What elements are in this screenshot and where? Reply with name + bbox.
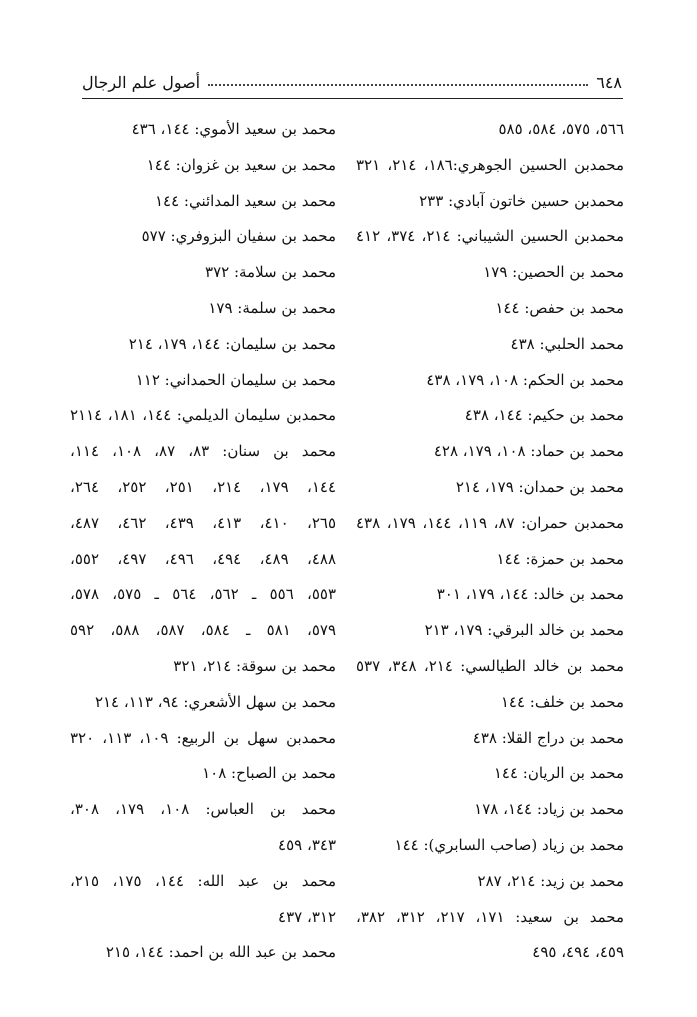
index-entry: محمد بن الريان: ١٤٤	[493, 764, 624, 783]
index-entry: محمدبن الحسين الجوهري:١٨٦، ٢١٤، ٣٢١	[356, 155, 624, 174]
index-entry: محمد بن حكيم: ١٤٤، ٤٣٨	[464, 406, 624, 425]
index-entry: محمدبن حسين خاتون آبادي: ٢٣٣	[419, 191, 624, 210]
index-entry: ٢٦٥، ٤١٠، ٤١٣، ٤٣٩، ٤٦٢، ٤٨٧،	[70, 513, 336, 532]
index-entry: ٣٤٣، ٤٥٩	[278, 835, 336, 854]
index-entry: محمد بن الحصين: ١٧٩	[483, 263, 624, 282]
index-entry: محمد بن العباس: ١٠٨، ١٧٩، ٣٠٨،	[70, 800, 336, 819]
dot-leader	[208, 83, 588, 86]
index-entry: محمد بن حفص: ١٤٤	[495, 298, 624, 317]
book-title: أصول علم الرجال	[82, 73, 201, 92]
index-entry: ٣١٢، ٤٣٧	[278, 907, 336, 926]
index-entry: محمد بن عبد الله: ١٤٤، ١٧٥، ٢١٥،	[70, 871, 336, 890]
index-entry: ٥٦٦، ٥٧٥، ٥٨٤، ٥٨٥	[498, 120, 624, 138]
index-entry: محمد بن خالد الطيالسي: ٢١٤، ٣٤٨، ٥٣٧	[356, 656, 624, 675]
index-entry: محمد بن حمدان: ١٧٩، ٢١٤	[455, 477, 624, 496]
index-entry: محمد بن حمزة: ١٤٤	[496, 549, 624, 568]
index-entry: محمد بن سليمان: ١٤٤، ١٧٩، ٢١٤	[128, 334, 336, 353]
index-entry: محمد بن الحكم: ١٠٨، ١٧٩، ٤٣٨	[426, 370, 624, 389]
index-entry: محمد بن خلف: ١٤٤	[500, 692, 624, 711]
index-column-left	[70, 112, 336, 971]
index-entry: محمد بن سهل الأشعري: ٩٤، ١١٣، ٢١٤	[94, 692, 336, 711]
index-entry: محمد بن سنان: ٨٣، ٨٧، ١٠٨، ١١٤،	[70, 442, 336, 461]
index-entry: محمد بن سعيد: ١٧١، ٢١٧، ٣١٢، ٣٨٢،	[356, 907, 624, 926]
index-entry: محمد بن سلمة: ١٧٩	[208, 298, 336, 317]
index-entry: محمد بن عبد الله بن احمد: ١٤٤، ٢١٥	[105, 943, 336, 962]
index-entry: محمد بن سلامة: ٣٧٢	[205, 263, 336, 282]
index-entry: محمدبن حمران: ٨٧، ١١٩، ١٤٤، ١٧٩، ٤٣٨	[356, 513, 624, 532]
index-entry: محمد بن حماد: ١٠٨، ١٧٩، ٤٢٨	[433, 442, 624, 461]
index-entry: محمد بن الصباح: ١٠٨	[202, 764, 336, 783]
index-entry: ١٤٤، ١٧٩، ٢١٤، ٢٥١، ٢٥٢، ٢٦٤،	[70, 477, 336, 496]
index-entry: محمد بن سليمان الحمداني: ١١٢	[135, 370, 336, 389]
index-entry: ٥٧٩، ٥٨١ ـ ٥٨٤، ٥٨٧، ٥٨٨، ٥٩٢	[70, 621, 336, 640]
index-entry: محمد بن خالد: ١٤٤، ١٧٩، ٣٠١	[436, 585, 624, 604]
index-entry: محمدبن الحسين الشيباني: ٢١٤، ٣٧٤، ٤١٢	[356, 227, 624, 246]
index-entry: ٤٨٨، ٤٨٩، ٤٩٤، ٤٩٦، ٤٩٧، ٥٥٢،	[70, 549, 336, 568]
index-entry: محمد بن سوقة: ٢١٤، ٣٢١	[173, 656, 336, 675]
header-rule	[82, 98, 623, 99]
index-entry: محمدبن سليمان الديلمي: ١٤٤، ١٨١، ٢١١٤	[70, 406, 336, 425]
index-entry: محمد بن سعيد بن غزوان: ١٤٤	[146, 155, 336, 174]
running-header	[82, 62, 622, 92]
page-number: ٦٤٨	[596, 73, 622, 92]
index-entry: محمد بن زياد (صاحب السابري): ١٤٤	[394, 835, 624, 854]
index-column-right	[356, 112, 624, 971]
index-entry: محمد بن سعيد الأموي: ١٤٤، ٤٣٦	[131, 120, 336, 138]
index-entry: محمد بن زياد: ١٤٤، ١٧٨	[474, 800, 624, 819]
index-entry: محمدبن سهل بن الربيع: ١٠٩، ١١٣، ٣٢٠	[70, 728, 336, 747]
index-entry: محمد بن سفيان البزوفري: ٥٧٧	[141, 227, 336, 246]
index-entry: محمد بن دراج القلا: ٤٣٨	[472, 728, 624, 747]
index-entry: محمد الحلبي: ٤٣٨	[510, 334, 624, 353]
index-entry: ٥٥٣، ٥٥٦ ـ ٥٦٢، ٥٦٤ ـ ٥٧٥، ٥٧٨،	[70, 585, 336, 604]
index-entry: محمد بن زيد: ٢١٤، ٢٨٧	[477, 871, 624, 890]
index-entry: محمد بن خالد البرقي: ١٧٩، ٢١٣	[424, 621, 624, 640]
index-entry: محمد بن سعيد المدائني: ١٤٤	[154, 191, 336, 210]
index-entry: ٤٥٩، ٤٩٤، ٤٩٥	[532, 943, 624, 962]
